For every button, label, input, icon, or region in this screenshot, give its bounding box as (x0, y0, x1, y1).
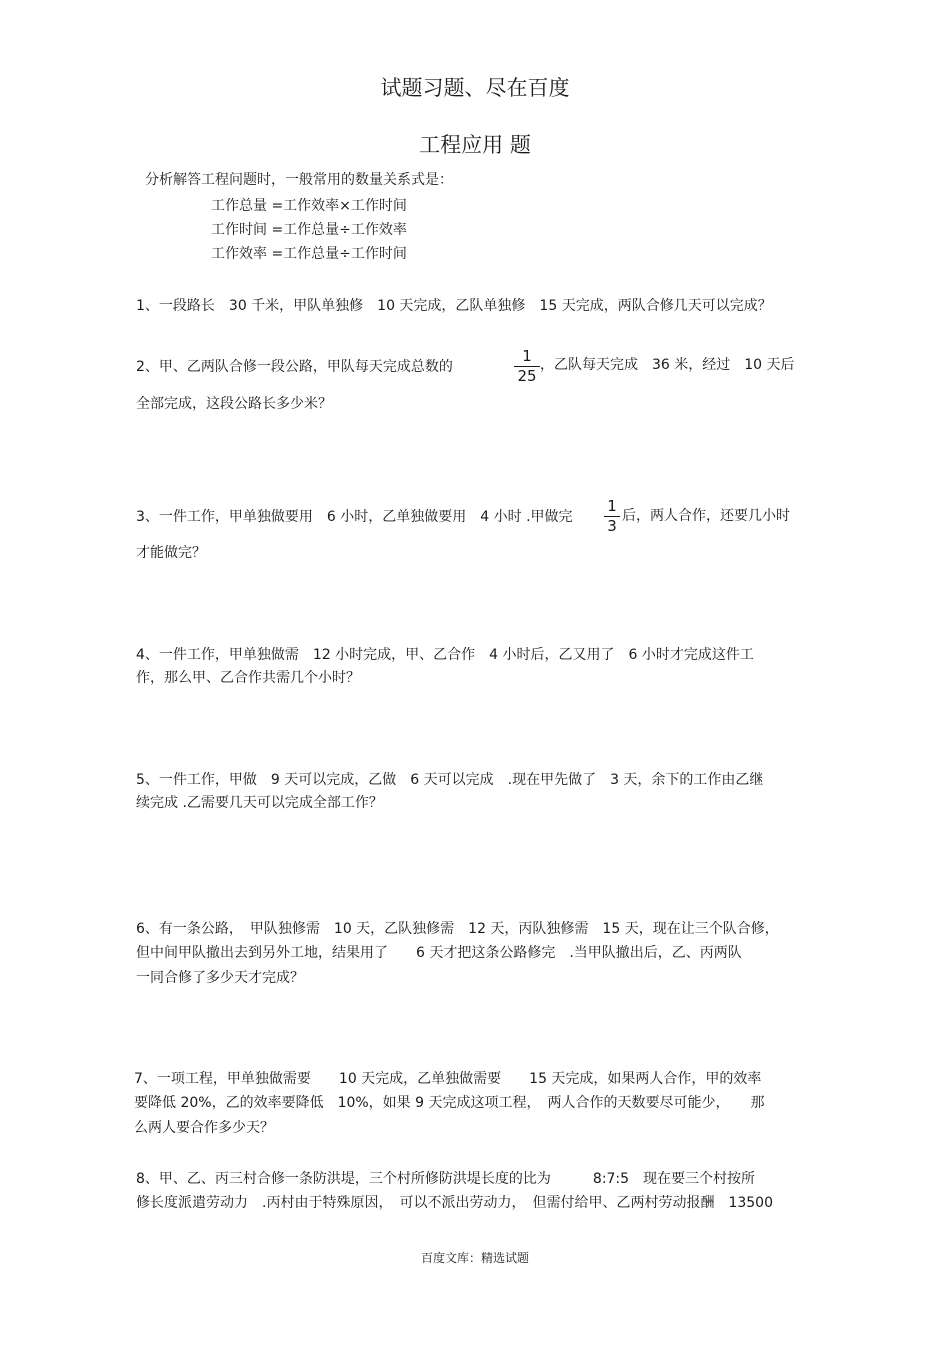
question-7-line-3: 么两人要合作多少天？ (134, 1120, 274, 1136)
fraction-numerator: 1 (607, 497, 617, 515)
fraction-denominator: 25 (517, 367, 537, 385)
question-6-line-1: 6、有一条公路， 甲队独修需 10 天，乙队独修需 12 天，丙队独修需 15 天，现在让三个队合修， (136, 921, 779, 937)
formula-1: 工作总量 =工作效率×工作时间 (211, 198, 407, 214)
question-8-line-1: 8、甲、乙、丙三村合修一条防洪堤，三个村所修防洪堤长度的比为 8:7:5 现在要三个村按所 (136, 1171, 756, 1187)
question-5-line-2: 续完成 .乙需要几天可以完成全部工作？ (136, 795, 383, 811)
question-5-line-1: 5、一件工作，甲做 9 天可以完成，乙做 6 天可以完成 .现在甲先做了 3 天，余下的工作由乙继 (136, 772, 764, 788)
formula-3: 工作效率 =工作总量÷工作时间 (211, 246, 407, 262)
question-2-fraction (514, 348, 540, 385)
question-1: 1、一段路长 30 千米，甲队单独修 10 天完成，乙队单独修 15 天完成，两队合修几天可以完成？ (136, 298, 772, 314)
question-3-line-1-pre: 3、一件工作，甲单独做要用 6 小时，乙单独做要用 4 小时 .甲做完 (136, 509, 573, 525)
question-7-line-2: 要降低 20%，乙的效率要降低 10%，如果 9 天完成这项工程， 两人合作的天数要尽可能少， 那 (134, 1095, 765, 1111)
question-8-line-2: 修长度派遣劳动力 .丙村由于特殊原因， 可以不派出劳动力， 但需付给甲、乙两村劳动报酬 13500 (136, 1195, 773, 1211)
question-3-line-2: 才能做完？ (136, 545, 206, 561)
fraction-denominator: 3 (607, 517, 617, 535)
question-6-line-2: 但中间甲队撤出去到另外工地，结果用了 6 天才把这条公路修完 .当甲队撤出后，乙、丙两队 (136, 945, 742, 961)
question-3-fraction (604, 498, 620, 535)
question-3-line-1-post: 后，两人合作，还要几小时 (622, 508, 790, 524)
formula-2: 工作时间 =工作总量÷工作效率 (211, 222, 407, 238)
question-2-line-1-post: ，乙队每天完成 36 米，经过 10 天后 (540, 357, 795, 373)
question-2-line-2: 全部完成，这段公路长多少米？ (136, 396, 332, 412)
fraction-numerator: 1 (522, 347, 532, 365)
document-title: 工程应用 题 (419, 133, 531, 157)
question-4-line-2: 作，那么甲、乙合作共需几个小时？ (136, 670, 360, 686)
page-footer: 百度文库：精选试题 (420, 1251, 529, 1265)
question-2-line-1-pre: 2、甲、乙两队合修一段公路，甲队每天完成总数的 (136, 359, 453, 375)
question-4-line-1: 4、一件工作，甲单独做需 12 小时完成，甲、乙合作 4 小时后，乙又用了 6 小时才完成这件工 (136, 647, 754, 663)
page-header: 试题习题、尽在百度 (380, 76, 570, 100)
intro-text: 分析解答工程问题时，一般常用的数量关系式是： (145, 172, 453, 188)
question-7-line-1: 7、一项工程，甲单独做需要 10 天完成，乙单独做需要 15 天完成，如果两人合作，甲的效率 (134, 1071, 762, 1087)
question-6-line-3: 一同合修了多少天才完成？ (136, 970, 304, 986)
